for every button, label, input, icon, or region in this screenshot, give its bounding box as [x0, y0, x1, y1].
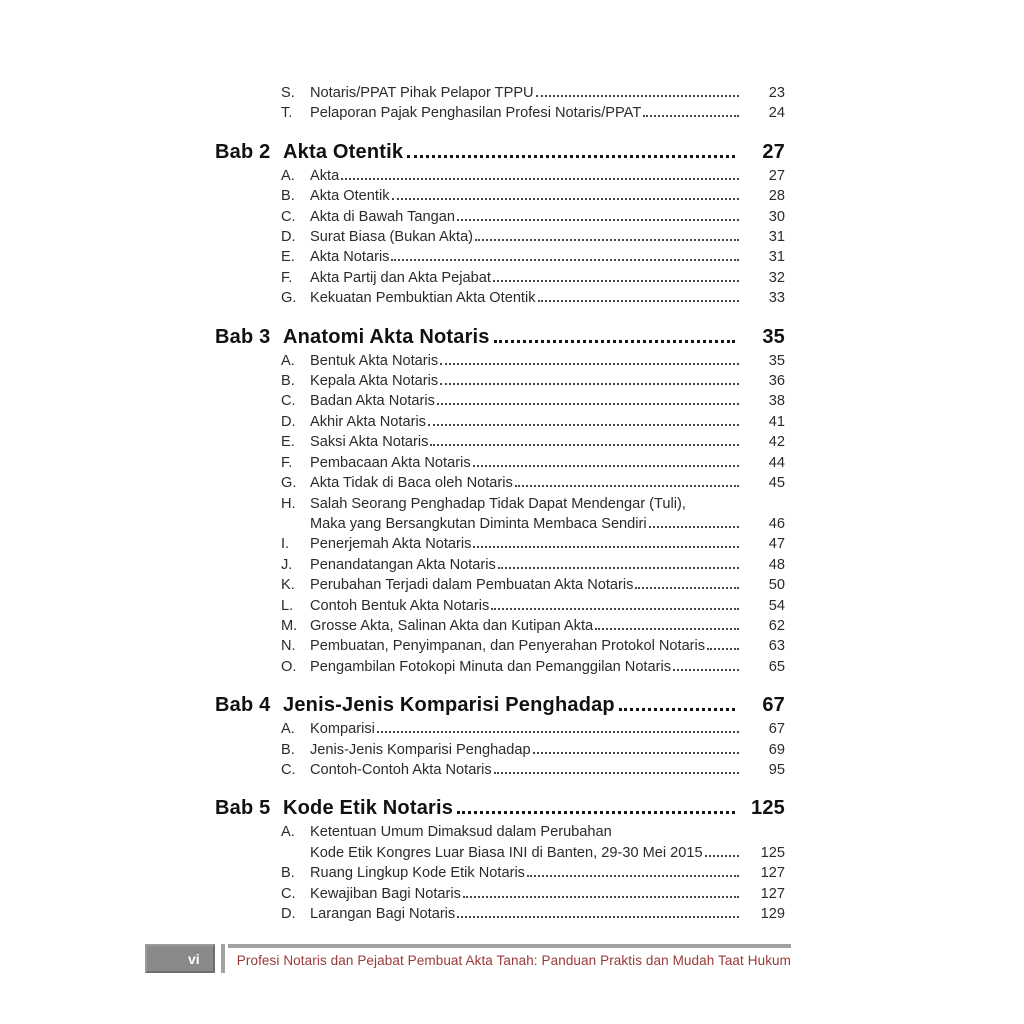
entry-page-number: 31	[768, 229, 785, 246]
entry-page-number: 54	[768, 597, 785, 614]
chapter-label: Bab 4	[215, 694, 271, 717]
entry-title: Akta	[310, 167, 340, 184]
entry-page-number: 62	[768, 617, 785, 634]
entry-title: Penerjemah Akta Notaris	[310, 536, 472, 553]
entry-letter: L.	[281, 597, 294, 614]
entry-title: Contoh Bentuk Akta Notaris	[310, 597, 490, 614]
entry-letter: S.	[281, 85, 295, 101]
chapter-block	[215, 795, 785, 924]
dot-leader	[430, 444, 739, 446]
dot-leader	[527, 875, 739, 877]
entry-letter: A.	[281, 352, 295, 369]
entry-letter: F.	[281, 269, 293, 286]
entry-page-number: 33	[768, 290, 785, 307]
dot-leader	[377, 731, 739, 733]
entry-title: Ruang Lingkup Kode Etik Notaris	[310, 865, 525, 882]
entry-page-number: 28	[768, 188, 785, 205]
entry-letter: G.	[281, 475, 297, 492]
entry-title: Larangan Bagi Notaris	[310, 906, 456, 922]
dot-leader	[649, 526, 739, 528]
dot-leader	[475, 239, 739, 241]
toc-entry-row	[215, 432, 785, 452]
entry-page-number: 48	[768, 556, 785, 573]
entry-title: Akta di Bawah Tangan	[310, 208, 455, 225]
dot-leader	[428, 424, 739, 426]
entry-page-number: 127	[760, 885, 785, 902]
entry-title: Grosse Akta, Salinan Akta dan Kutipan Akta	[310, 617, 594, 634]
entry-title: Penandatangan Akta Notaris	[310, 556, 496, 573]
toc-entry-row	[215, 555, 785, 575]
entry-page-number: 30	[768, 208, 785, 225]
entry-title: Pengambilan Fotokopi Minuta dan Pemanggilan Notaris	[310, 658, 672, 675]
entry-page-number: 69	[768, 741, 785, 758]
entry-title: Akta Notaris	[310, 249, 390, 266]
entry-letter: D.	[281, 413, 296, 430]
entry-title: Kekuatan Pembuktian Akta Otentik	[310, 290, 536, 307]
toc-entry-row	[215, 534, 785, 554]
entry-letter: A.	[281, 824, 295, 841]
entry-title: Saksi Akta Notaris	[310, 434, 429, 451]
toc-entry-row	[215, 719, 785, 739]
entry-letter: T.	[281, 105, 293, 122]
entry-page-number: 125	[760, 844, 785, 861]
entry-title: Komparisi	[310, 721, 375, 738]
toc-entry-row	[215, 596, 785, 616]
entry-title: Pembacaan Akta Notaris	[310, 454, 471, 471]
entry-letter: H.	[281, 495, 296, 512]
chapter-label: Bab 3	[215, 325, 271, 348]
toc-entry-row	[215, 247, 785, 267]
entry-page-number: 65	[768, 658, 785, 675]
entry-title: Contoh-Contoh Akta Notaris	[310, 761, 492, 778]
entry-page-number: 45	[768, 475, 785, 492]
toc-entry-row	[215, 822, 785, 842]
entry-title: Perubahan Terjadi dalam Pembuatan Akta Notaris	[310, 577, 634, 594]
entry-title: Kode Etik Kongres Luar Biasa INI di Banten, 29-30 Mei 2015	[310, 844, 703, 861]
entry-page-number: 47	[768, 536, 785, 553]
entry-letter: E.	[281, 249, 295, 266]
chapter-heading-row	[215, 139, 785, 165]
entry-letter: F.	[281, 454, 293, 471]
chapter-title: Anatomi Akta Notaris	[283, 325, 490, 348]
toc-entry-row	[215, 863, 785, 883]
entry-page-number: 38	[768, 393, 785, 410]
dot-leader	[493, 280, 739, 282]
entry-letter: A.	[281, 167, 295, 184]
entry-page-number: 35	[768, 352, 785, 369]
dot-leader	[457, 219, 739, 221]
entry-letter: O.	[281, 658, 297, 675]
entry-page-number: 36	[768, 373, 785, 390]
dot-leader	[392, 198, 740, 200]
dot-leader	[437, 403, 739, 405]
dot-leader	[705, 855, 739, 857]
dot-leader	[673, 669, 739, 671]
footer-divider-bar	[221, 944, 225, 973]
dot-leader	[341, 178, 739, 180]
toc-entry-row	[215, 904, 785, 924]
chapter-heading-row	[215, 795, 785, 821]
dot-leader	[407, 155, 735, 158]
toc-entry-row	[215, 760, 785, 780]
entry-letter: I.	[281, 536, 290, 553]
entry-page-number: 44	[768, 454, 785, 471]
toc-entry-row	[215, 884, 785, 904]
toc-entry-row	[215, 103, 785, 123]
footer-page-number: vi	[187, 950, 200, 967]
entry-letter: C.	[281, 393, 296, 410]
chapter-block	[215, 139, 785, 309]
entry-title: Pembuatan, Penyimpanan, dan Penyerahan Protokol Notaris	[310, 638, 706, 655]
entry-page-number: 95	[768, 761, 785, 778]
entry-page-number: 67	[768, 721, 785, 738]
entry-letter: J.	[281, 556, 293, 573]
entry-title: Badan Akta Notaris	[310, 393, 435, 410]
entry-letter: N.	[281, 638, 296, 655]
entry-title: Kewajiban Bagi Notaris	[310, 885, 461, 902]
entry-page-number: 32	[768, 269, 785, 286]
entry-letter: B.	[281, 741, 295, 758]
entry-letter: B.	[281, 188, 295, 205]
dot-leader	[457, 811, 735, 814]
entry-letter: C.	[281, 761, 296, 778]
entry-letter: D.	[281, 906, 296, 922]
toc-entry-row	[215, 616, 785, 636]
entry-letter: C.	[281, 885, 296, 902]
entry-letter: B.	[281, 373, 295, 390]
chapter-heading-row	[215, 692, 785, 718]
dot-leader	[457, 916, 739, 918]
dot-leader	[635, 587, 739, 589]
table-of-contents	[215, 83, 785, 924]
footer-title-block	[228, 944, 791, 973]
toc-entry-row	[215, 268, 785, 288]
dot-leader	[494, 340, 735, 343]
dot-leader	[498, 567, 739, 569]
dot-leader	[538, 300, 739, 302]
chapter-page-number: 27	[762, 140, 785, 163]
toc-entry-row	[215, 740, 785, 760]
toc-preamble-items	[215, 83, 785, 124]
toc-entry-row	[215, 186, 785, 206]
dot-leader	[391, 259, 739, 261]
entry-page-number: 27	[768, 167, 785, 184]
toc-entry-row	[215, 166, 785, 186]
entry-letter: D.	[281, 229, 296, 246]
toc-entry-row	[215, 288, 785, 308]
toc-entry-row	[215, 227, 785, 247]
entry-letter: K.	[281, 577, 295, 594]
dot-leader	[440, 363, 739, 365]
entry-letter: G.	[281, 290, 297, 307]
dot-leader	[707, 648, 739, 650]
page-footer	[145, 944, 791, 973]
entry-page-number: 23	[768, 85, 785, 101]
dot-leader	[494, 772, 739, 774]
dot-leader	[595, 628, 739, 630]
chapter-title: Jenis-Jenis Komparisi Penghadap	[283, 694, 615, 717]
toc-entry-row	[215, 351, 785, 371]
chapter-page-number: 35	[762, 325, 785, 348]
toc-entry-row	[215, 412, 785, 432]
entry-title: Notaris/PPAT Pihak Pelapor TPPU	[310, 85, 534, 101]
chapter-title: Akta Otentik	[283, 140, 404, 163]
dot-leader	[473, 465, 739, 467]
entry-title: Akhir Akta Notaris	[310, 413, 426, 430]
entry-title: Pelaporan Pajak Penghasilan Profesi Notaris/PPAT	[310, 105, 642, 122]
entry-page-number: 129	[760, 906, 785, 922]
toc-entry-row	[215, 657, 785, 677]
chapter-label: Bab 2	[215, 140, 271, 163]
chapter-page-number: 67	[762, 694, 785, 717]
toc-entry-row	[215, 494, 785, 514]
toc-entry-row	[215, 843, 785, 863]
toc-entry-row	[215, 453, 785, 473]
entry-title: Salah Seorang Penghadap Tidak Dapat Mendengar (Tuli),	[310, 495, 686, 512]
toc-entry-row	[215, 207, 785, 227]
entry-page-number: 63	[768, 638, 785, 655]
chapter-heading-row	[215, 324, 785, 350]
chapter-title: Kode Etik Notaris	[283, 797, 454, 820]
entry-title: Akta Partij dan Akta Pejabat	[310, 269, 491, 286]
chapter-block	[215, 692, 785, 780]
entry-page-number: 46	[768, 515, 785, 532]
toc-chapter-list	[215, 139, 785, 925]
footer-page-number-box	[145, 944, 215, 973]
dot-leader	[473, 546, 739, 548]
dot-leader	[440, 383, 739, 385]
dot-leader	[533, 752, 739, 754]
entry-page-number: 42	[768, 434, 785, 451]
entry-page-number: 41	[768, 413, 785, 430]
toc-entry-row	[215, 391, 785, 411]
entry-page-number: 50	[768, 577, 785, 594]
dot-leader	[643, 115, 739, 117]
toc-entry-row	[215, 473, 785, 493]
toc-entry-row	[215, 575, 785, 595]
dot-leader	[491, 608, 739, 610]
toc-entry-row	[215, 371, 785, 391]
entry-page-number: 127	[760, 865, 785, 882]
entry-page-number: 24	[768, 105, 785, 122]
entry-title: Ketentuan Umum Dimaksud dalam Perubahan	[310, 824, 612, 841]
entry-letter: A.	[281, 721, 295, 738]
dot-leader	[463, 896, 739, 898]
entry-title: Kepala Akta Notaris	[310, 373, 439, 390]
entry-title: Akta Tidak di Baca oleh Notaris	[310, 475, 513, 492]
entry-letter: M.	[281, 617, 298, 634]
entry-letter: C.	[281, 208, 296, 225]
entry-title: Bentuk Akta Notaris	[310, 352, 439, 369]
chapter-page-number: 125	[751, 797, 785, 820]
dot-leader	[515, 485, 739, 487]
entry-letter: E.	[281, 434, 295, 451]
entry-title: Maka yang Bersangkutan Diminta Membaca Sendiri	[310, 515, 647, 532]
dot-leader	[536, 95, 739, 97]
toc-entry-row	[215, 636, 785, 656]
toc-entry-row	[215, 514, 785, 534]
entry-page-number: 31	[768, 249, 785, 266]
entry-title: Surat Biasa (Bukan Akta)	[310, 229, 474, 246]
footer-book-title: Profesi Notaris dan Pejabat Pembuat Akta Tanah: Panduan Praktis dan Mudah Taat Hukum	[236, 953, 791, 968]
entry-title: Akta Otentik	[310, 188, 390, 205]
chapter-label: Bab 5	[215, 797, 271, 820]
chapter-block	[215, 324, 785, 678]
toc-entry-row	[215, 83, 785, 103]
entry-title: Jenis-Jenis Komparisi Penghadap	[310, 741, 531, 758]
dot-leader	[619, 708, 735, 711]
entry-letter: B.	[281, 865, 295, 882]
